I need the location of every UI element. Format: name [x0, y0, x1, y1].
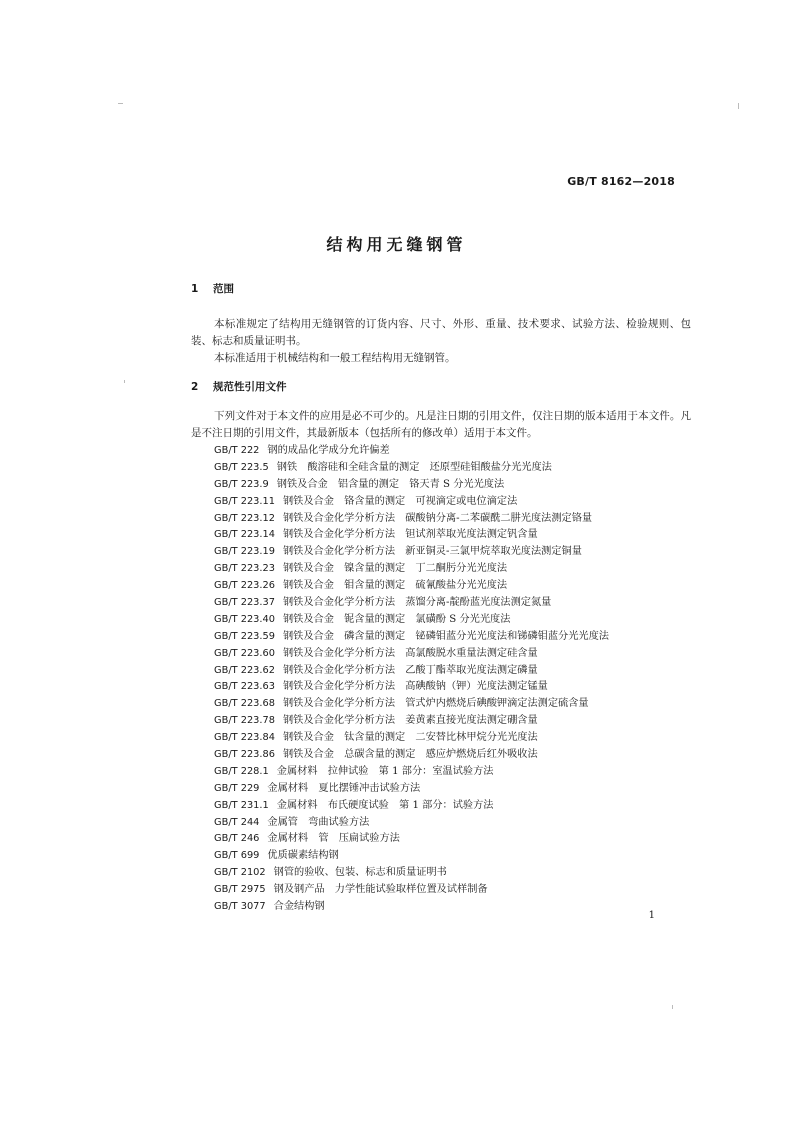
reference-item — [214, 595, 609, 612]
reference-item — [214, 578, 609, 595]
reference-title: 钢铁及合金 镍含量的测定 丁二酮肟分光光度法 — [283, 563, 508, 575]
reference-title: 钢铁及合金 磷含量的测定 铋磷钼蓝分光光度法和锑磷钼蓝分光光度法 — [283, 630, 609, 642]
reference-item — [214, 899, 609, 916]
reference-code: GB/T 229 — [214, 782, 260, 794]
scope-paragraph-2: 本标准适用于机械结构和一般工程结构用无缝钢管。 — [214, 352, 456, 364]
reference-code: GB/T 246 — [214, 833, 260, 845]
reference-title: 钢铁及合金化学分析方法 高氯酸脱水重量法测定硅含量 — [283, 647, 538, 659]
reference-code: GB/T 3077 — [214, 901, 266, 913]
page-number: 1 — [648, 910, 655, 921]
reference-title: 优质碳素结构钢 — [267, 850, 339, 862]
reference-item — [214, 511, 609, 528]
reference-item — [214, 747, 609, 764]
scan-speck — [118, 103, 123, 104]
reference-item — [214, 865, 609, 882]
scope-paragraph-1: 本标准规定了结构用无缝钢管的订货内容、尺寸、外形、重量、技术要求、试验方法、检验规则、包装、标志和质量证明书。 — [191, 318, 691, 347]
reference-code: GB/T 699 — [214, 850, 260, 862]
reference-title: 钢铁及合金 铌含量的测定 氯磺酚 S 分光光度法 — [283, 613, 511, 625]
reference-title: 钢铁及合金 钼含量的测定 硫氰酸盐分光光度法 — [283, 580, 508, 592]
reference-title: 钢铁及合金 铬含量的测定 可视滴定或电位滴定法 — [283, 495, 518, 507]
reference-code: GB/T 223.62 — [214, 664, 275, 676]
reference-item — [214, 781, 609, 798]
reference-title: 钢铁及合金化学分析方法 管式炉内燃烧后碘酸钾滴定法测定硫含量 — [283, 698, 589, 710]
section-number: 2 — [191, 381, 199, 393]
reference-code: GB/T 223.86 — [214, 749, 275, 761]
reference-item — [214, 831, 609, 848]
reference-item — [214, 663, 609, 680]
reference-code: GB/T 223.60 — [214, 647, 275, 659]
section-title: 规范性引用文件 — [213, 381, 287, 393]
reference-title: 金属材料 管 压扁试验方法 — [267, 833, 400, 845]
reference-title: 金属管 弯曲试验方法 — [267, 816, 370, 828]
document-title: 结构用无缝钢管 — [326, 235, 467, 254]
reference-item — [214, 730, 609, 747]
scan-speck — [124, 380, 125, 383]
reference-item — [214, 460, 609, 477]
section-2-heading — [191, 379, 287, 394]
scan-speck — [672, 1005, 673, 1009]
section-1-heading — [191, 281, 234, 296]
reference-item — [214, 544, 609, 561]
reference-title: 合金结构钢 — [273, 901, 325, 913]
reference-item — [214, 848, 609, 865]
reference-title: 金属材料 夏比摆锤冲击试验方法 — [267, 782, 421, 794]
reference-code: GB/T 228.1 — [214, 765, 269, 777]
reference-item — [214, 815, 609, 832]
reference-item — [214, 713, 609, 730]
reference-item — [214, 798, 609, 815]
reference-title: 钢铁 酸溶硅和全硅含量的测定 还原型硅钼酸盐分光光度法 — [276, 461, 552, 473]
reference-item — [214, 443, 609, 460]
reference-list — [214, 443, 609, 916]
reference-code: GB/T 223.5 — [214, 461, 269, 473]
reference-code: GB/T 223.23 — [214, 563, 275, 575]
reference-title: 钢铁及合金 铝含量的测定 铬天青 S 分光光度法 — [276, 478, 505, 490]
reference-item — [214, 494, 609, 511]
reference-title: 钢铁及合金 总碳含量的测定 感应炉燃烧后红外吸收法 — [283, 749, 538, 761]
reference-code: GB/T 223.40 — [214, 613, 275, 625]
reference-title: 钢铁及合金化学分析方法 姜黄素直接光度法测定硼含量 — [283, 715, 538, 727]
reference-title: 钢及钢产品 力学性能试验取样位置及试样制备 — [273, 884, 488, 896]
reference-code: GB/T 223.37 — [214, 597, 275, 609]
reference-item — [214, 612, 609, 629]
reference-item — [214, 696, 609, 713]
reference-code: GB/T 2975 — [214, 884, 266, 896]
reference-code: GB/T 223.68 — [214, 698, 275, 710]
reference-title: 钢铁及合金化学分析方法 蒸馏分离-靛酚蓝光度法测定氮量 — [283, 597, 552, 609]
reference-item — [214, 527, 609, 544]
reference-title: 钢铁及合金化学分析方法 新亚铜灵-三氯甲烷萃取光度法测定铜量 — [283, 546, 582, 558]
reference-item — [214, 477, 609, 494]
reference-title: 钢铁及合金 钛含量的测定 二安替比林甲烷分光光度法 — [283, 732, 538, 744]
reference-item — [214, 764, 609, 781]
reference-code: GB/T 223.59 — [214, 630, 275, 642]
reference-code: GB/T 244 — [214, 816, 260, 828]
reference-title: 钢铁及合金化学分析方法 高碘酸钠（钾）光度法测定锰量 — [283, 681, 548, 693]
standard-number: GB/T 8162—2018 — [567, 175, 675, 188]
reference-code: GB/T 2102 — [214, 867, 266, 879]
reference-code: GB/T 223.11 — [214, 495, 275, 507]
normative-intro-paragraph: 下列文件对于本文件的应用是必不可少的。凡是注日期的引用文件，仅注日期的版本适用于本文件。凡是不注日期的引用文件，其最新版本（包括所有的修改单）适用于本文件。 — [191, 410, 691, 439]
reference-code: GB/T 223.63 — [214, 681, 275, 693]
reference-title: 钢铁及合金化学分析方法 乙酸丁酯萃取光度法测定磷量 — [283, 664, 538, 676]
reference-code: GB/T 222 — [214, 445, 260, 456]
reference-item — [214, 882, 609, 899]
reference-title: 金属材料 拉伸试验 第 1 部分：室温试验方法 — [276, 765, 494, 777]
reference-title: 金属材料 布氏硬度试验 第 1 部分：试验方法 — [276, 799, 494, 811]
reference-item — [214, 629, 609, 646]
reference-item — [214, 561, 609, 578]
reference-code: GB/T 223.12 — [214, 512, 275, 524]
reference-code: GB/T 223.84 — [214, 732, 275, 744]
reference-title: 钢的成品化学成分允许偏差 — [267, 445, 390, 456]
scan-speck — [738, 103, 739, 109]
reference-title: 钢管的验收、包装、标志和质量证明书 — [273, 867, 447, 879]
reference-code: GB/T 223.9 — [214, 478, 269, 490]
reference-title: 钢铁及合金化学分析方法 钽试剂萃取光度法测定钒含量 — [283, 529, 538, 541]
reference-item — [214, 646, 609, 663]
section-number: 1 — [191, 283, 199, 295]
reference-code: GB/T 223.19 — [214, 546, 275, 558]
section-title: 范围 — [213, 283, 234, 295]
reference-code: GB/T 223.14 — [214, 529, 275, 541]
reference-title: 钢铁及合金化学分析方法 碳酸钠分离-二苯碳酰二肼光度法测定铬量 — [283, 512, 593, 524]
reference-code: GB/T 231.1 — [214, 799, 269, 811]
reference-code: GB/T 223.26 — [214, 580, 275, 592]
reference-code: GB/T 223.78 — [214, 715, 275, 727]
reference-item — [214, 679, 609, 696]
